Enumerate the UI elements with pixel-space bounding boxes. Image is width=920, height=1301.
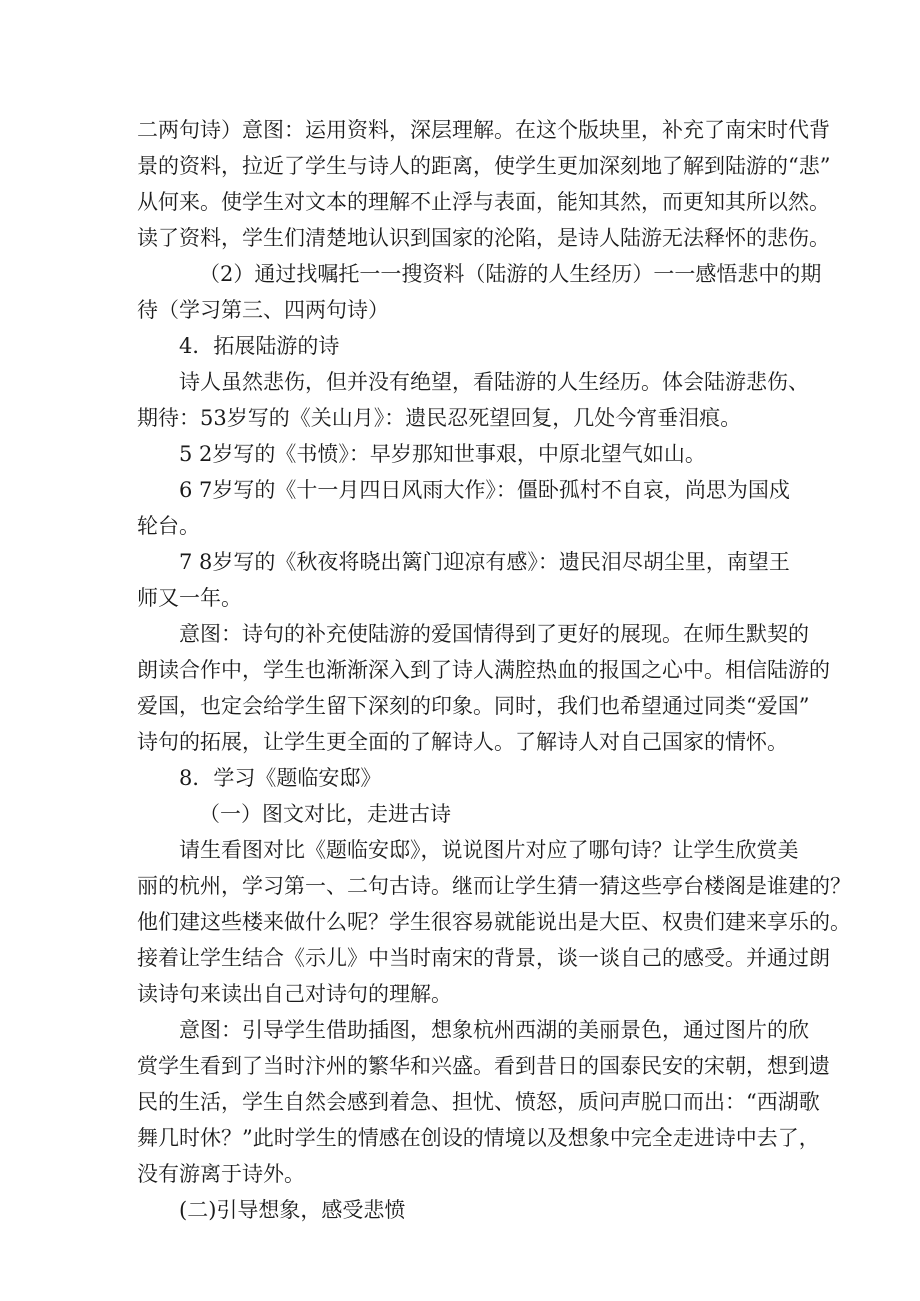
text-line: 爱国，也定会给学生留下深刻的印象。同时，我们也希望通过同类“爱国” [137,694,810,718]
heading-line: (二)引导想象，感受悲愤 [179,1198,406,1222]
text-line: 丽的杭州，学习第一、二句古诗。继而让学生猜一猜这些亭台楼阁是谁建的？ [137,874,851,898]
text-line: 意图：诗句的补充使陆游的爱国情得到了更好的展现。在师生默契的 [179,622,809,646]
text-line: 师又一年。 [137,586,242,610]
document-body [137,112,851,1228]
text-line: 读了资料，学生们清楚地认识到国家的沦陷，是诗人陆游无法释怀的悲伤。 [137,226,830,250]
text-line: 他们建这些楼来做什么呢？学生很容易就能说出是大臣、权贵们建来享乐的。 [137,910,851,934]
paragraph-poems [137,364,809,436]
section-heading-8 [137,760,802,796]
heading-line: 4．拓展陆游的诗 [179,334,340,358]
text-line: 诗句的拓展，让学生更全面的了解诗人。了解诗人对自己国家的情怀。 [137,730,788,754]
text-line: 6 7岁写的《十一月四日风雨大作》：僵卧孤村不自哀，尚思为国戍 [179,478,790,502]
heading-line: （一）图文对比，走进古诗 [199,802,451,826]
paragraph-step-2 [137,256,822,328]
paragraph-poem-52 [137,436,802,472]
text-line: 读诗句来读出自己对诗句的理解。 [137,982,452,1006]
paragraph-intent-1 [137,112,831,256]
text-line: 5 2岁写的《书愤》：早岁那知世事艰，中原北望气如山。 [179,442,706,466]
text-line: 待（学习第三、四两句诗） [137,298,389,322]
subheading-2 [137,1192,802,1228]
text-line: 请生看图对比《题临安邸》，说说图片对应了哪句诗？让学生欣赏美 [179,838,799,862]
text-line: 轮台。 [137,514,200,538]
paragraph-image-compare [137,832,851,1012]
text-line: 期待：53岁写的《关山月》：遗民忍死望回复，几处今宵垂泪痕。 [137,406,742,430]
text-line: 二两句诗）意图：运用资料，深层理解。在这个版块里，补充了南宋时代背 [137,118,830,142]
text-line: 从何来。使学生对文本的理解不止浮与表面，能知其然，而更知其所以然。 [137,190,830,214]
paragraph-intent-2 [137,616,830,760]
text-line: 诗人虽然悲伤，但并没有绝望，看陆游的人生经历。体会陆游悲伤、 [179,370,809,394]
text-line: 7 8岁写的《秋夜将晓出篱门迎凉有感》：遗民泪尽胡尘里，南望王 [179,550,790,574]
text-line: 舞几时休？”此时学生的情感在创设的情境以及想象中完全走进诗中去了， [137,1126,820,1150]
paragraph-poem-67 [137,472,802,544]
subheading-1 [137,796,802,832]
text-line: 朗读合作中，学生也渐渐深入到了诗人满腔热血的报国之心中。相信陆游的 [137,658,830,682]
text-line: 没有游离于诗外。 [137,1162,305,1186]
section-heading-4 [137,328,802,364]
text-line: 景的资料，拉近了学生与诗人的距离，使学生更加深刻地了解到陆游的“悲” [137,154,831,178]
paragraph-poem-78 [137,544,802,616]
text-line: （2）通过找嘱托一一搜资料（陆游的人生经历）一一感悟悲中的期 [199,262,822,286]
paragraph-intent-3 [137,1012,830,1192]
text-line: 民的生活，学生自然会感到着急、担忧、愤怒，质问声脱口而出：“西湖歌 [137,1090,820,1114]
text-line: 赏学生看到了当时汴州的繁华和兴盛。看到昔日的国泰民安的宋朝，想到遗 [137,1054,830,1078]
text-line: 接着让学生结合《示儿》中当时南宋的背景，谈一谈自己的感受。并通过朗 [137,946,830,970]
heading-line: 8．学习《题临安邸》 [179,766,382,790]
text-line: 意图：引导学生借助插图，想象杭州西湖的美丽景色，通过图片的欣 [179,1018,809,1042]
